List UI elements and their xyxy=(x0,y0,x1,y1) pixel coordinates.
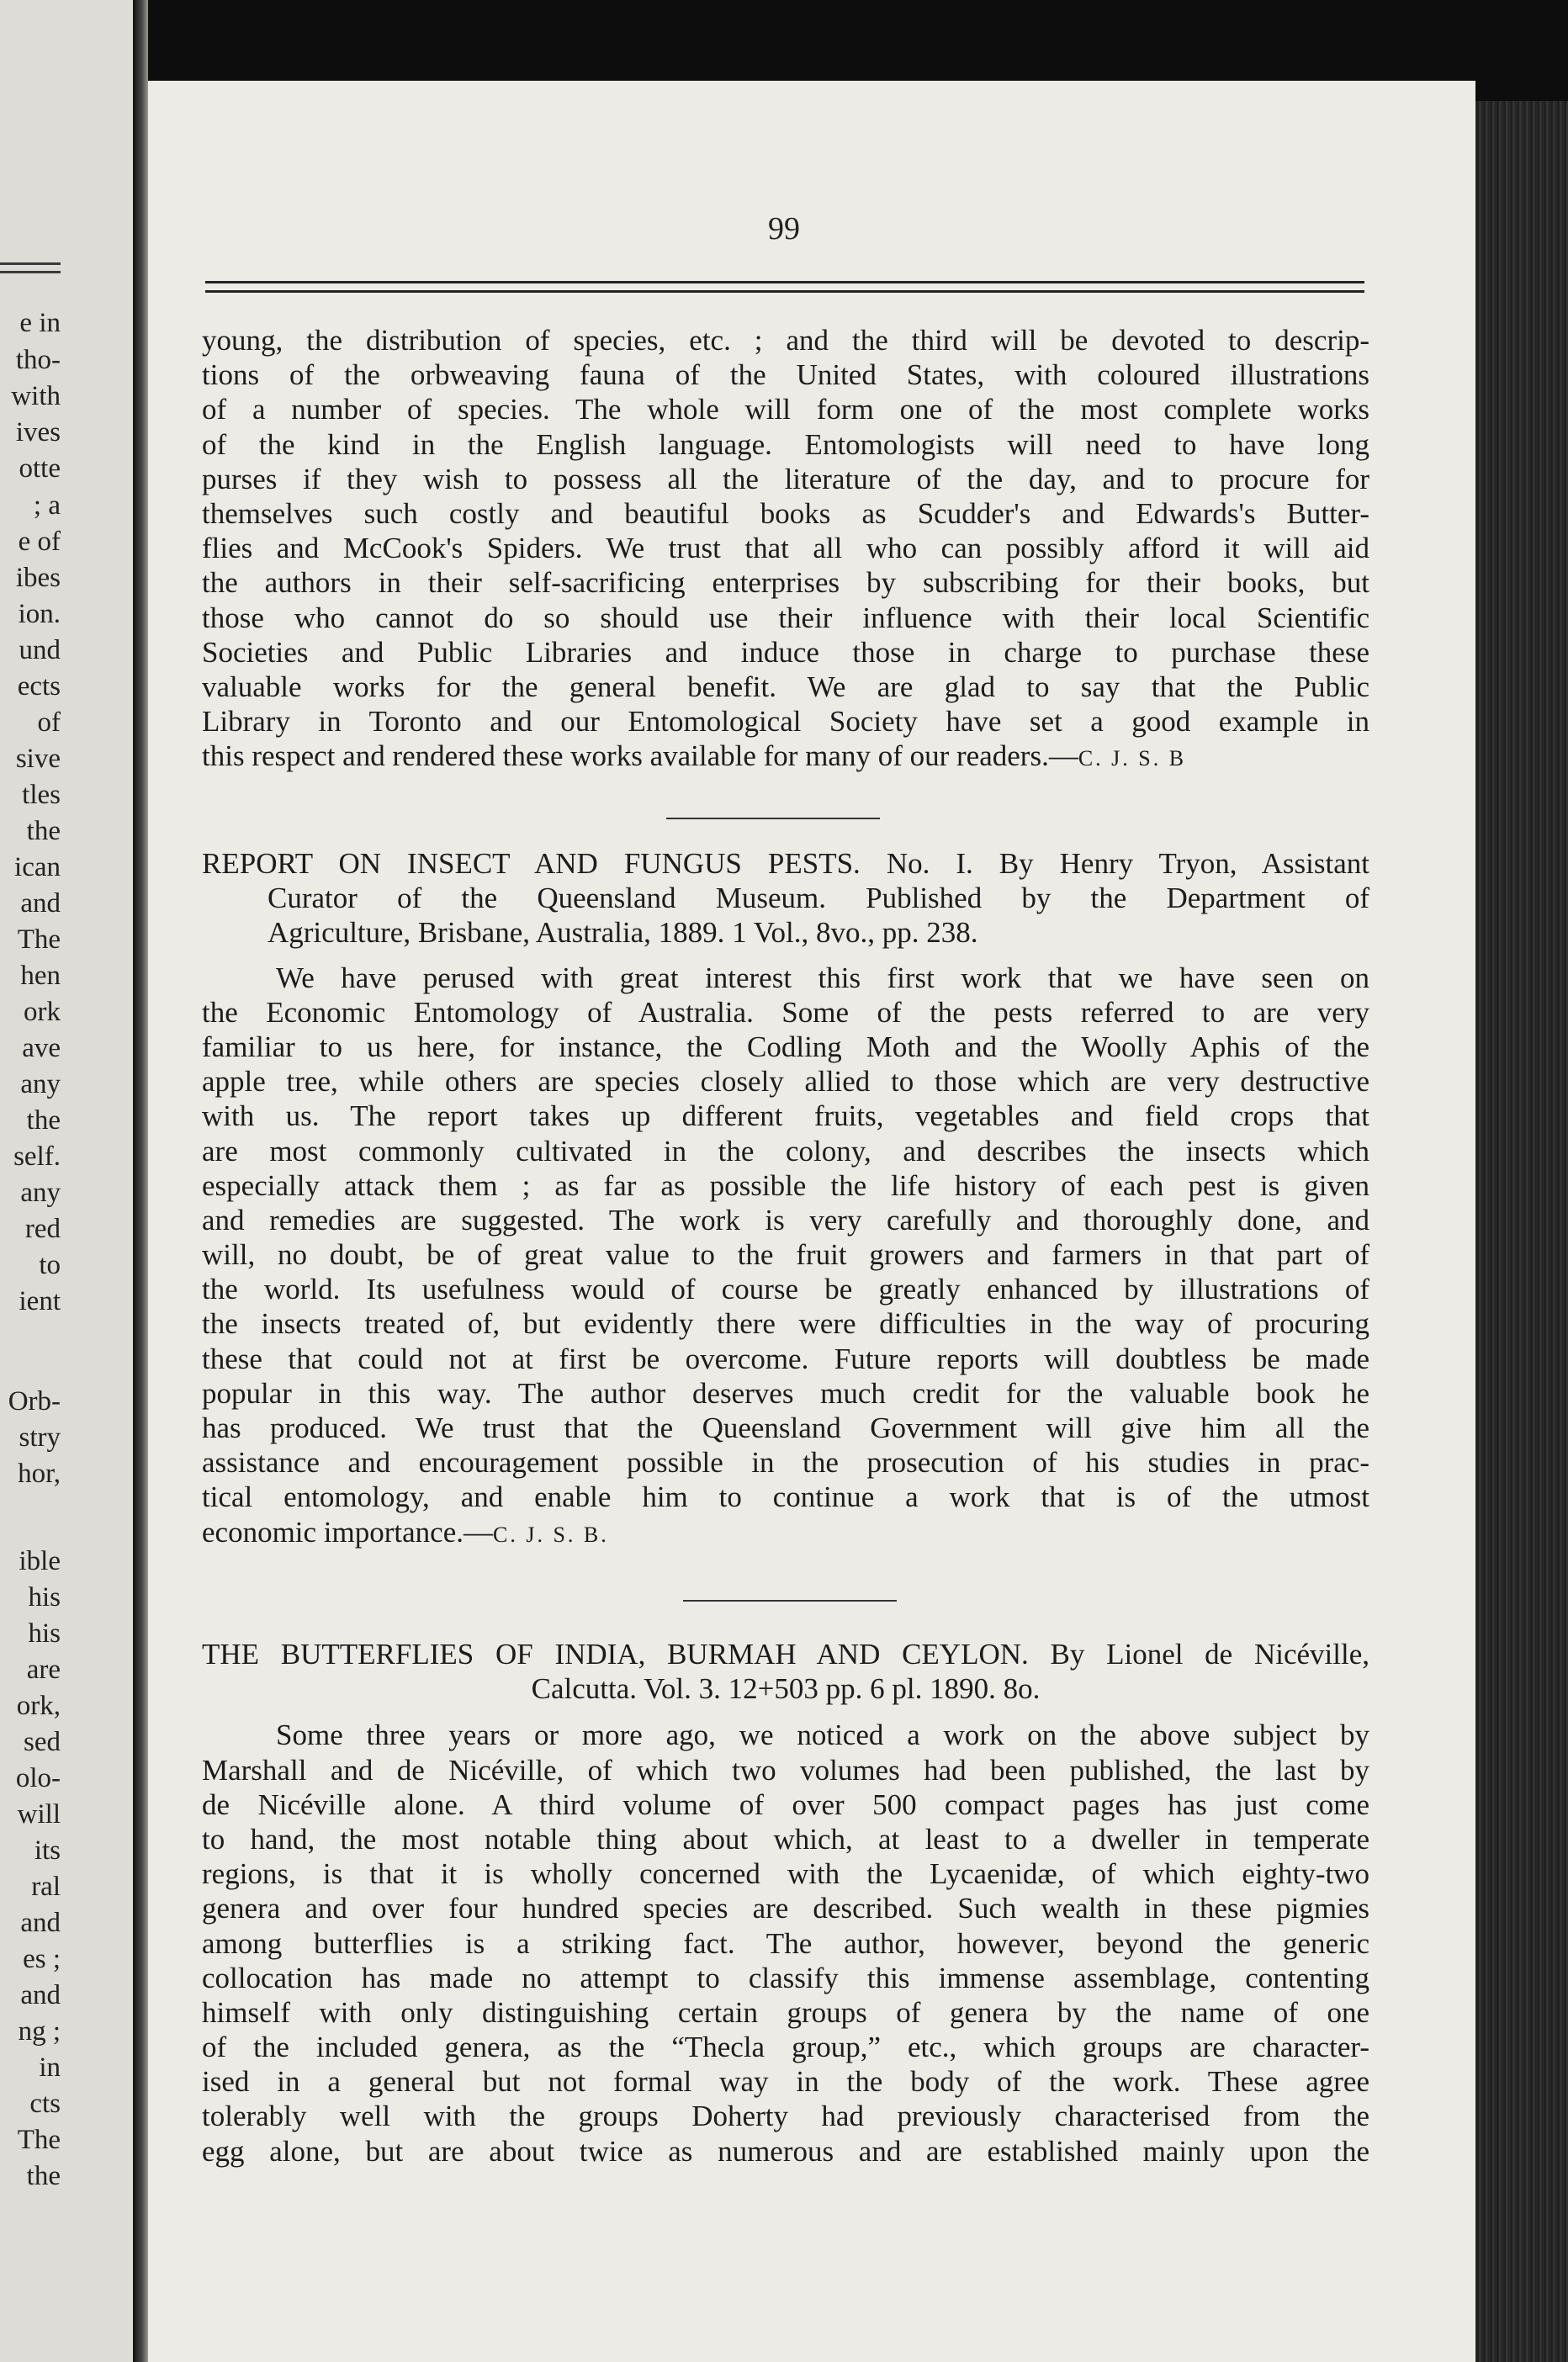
paragraph-line: young, the distribution of species, etc. ; and the third will be devoted to descrip- xyxy=(202,324,1369,357)
paragraph-line: these that could not at first be overcome. Future reports will doubtless be made xyxy=(202,1342,1369,1375)
header-rule xyxy=(205,281,1364,283)
paragraph-line: Societies and Public Libraries and induce those in charge to purchase these xyxy=(202,635,1369,669)
left-page-word: ng ; xyxy=(18,2016,61,2047)
paragraph-line: popular in this way. The author deserves much credit for the valuable book he xyxy=(202,1376,1369,1410)
left-page-word: ave xyxy=(22,1033,61,1063)
paragraph-line: this respect and rendered these works available for many of our readers.—C. J. S. B xyxy=(202,739,1187,773)
paragraph-line: purses if they wish to possess all the literature of the day, and to procure for xyxy=(202,462,1369,495)
review-heading xyxy=(202,1637,1369,1706)
left-page-word: hen xyxy=(20,961,61,991)
page-number: 99 xyxy=(768,211,800,246)
paragraph-line: the authors in their self-sacrificing enterprises by subscribing for their books, but xyxy=(202,566,1369,600)
paragraph-line: genera and over four hundred species are described. Such wealth in these pigmies xyxy=(202,1892,1369,1925)
paragraph-line: Some three years or more ago, we noticed a work on the above subject by xyxy=(276,1719,1369,1752)
paragraph-line: with us. The report takes up different fruits, vegetables and field crops that xyxy=(202,1099,1369,1133)
left-page-word: his xyxy=(28,1582,61,1613)
left-page-word: will xyxy=(17,1799,61,1830)
paragraph-line: tical entomology, and enable him to continue a work that is of the utmost xyxy=(202,1480,1369,1514)
left-page-rule xyxy=(0,262,61,265)
heading-line: Calcutta. Vol. 3. 12+503 pp. 6 pl. 1890. 8o. xyxy=(531,1672,1041,1706)
paragraph-line: to hand, the most notable thing about which, at least to a dweller in temperate xyxy=(202,1822,1369,1856)
paragraph-line: assistance and encouragement possible in the prosecution of his studies in prac- xyxy=(202,1446,1369,1480)
left-page-word: are xyxy=(26,1655,61,1685)
left-page-word: ican xyxy=(14,852,61,882)
signature: C. J. S. B. xyxy=(492,1522,609,1547)
paragraph-line: tolerably well with the groups Doherty had previously characterised from the xyxy=(202,2100,1369,2133)
left-page-word: any xyxy=(20,1069,61,1099)
paragraph-line: valuable works for the general benefit. We are glad to say that the Public xyxy=(202,670,1369,703)
left-page-word: tles xyxy=(22,780,61,810)
paragraph-line: the world. Its usefulness would of course be greatly enhanced by illustrations of xyxy=(202,1273,1369,1306)
left-page-word: ork xyxy=(24,997,61,1027)
paragraph-line: We have perused with great interest this first work that we have seen on xyxy=(276,961,1369,994)
left-page-word: ibes xyxy=(15,563,61,593)
heading-line: Agriculture, Brisbane, Australia, 1889. 1 Vol., 8vo., pp. 238. xyxy=(268,916,978,950)
heading-line: Curator of the Queensland Museum. Published by the Department of xyxy=(268,882,1369,915)
left-page-word: Orb- xyxy=(8,1386,61,1417)
paragraph-line: will, no doubt, be of great value to the fruit growers and farmers in that part of xyxy=(202,1238,1369,1272)
paragraph-line: economic importance.—C. J. S. B. xyxy=(202,1515,609,1549)
continued-paragraph xyxy=(202,323,1369,773)
heading-line: THE BUTTERFLIES OF INDIA, BURMAH AND CEYLON. By Lionel de Nicéville, xyxy=(202,1638,1369,1671)
left-page-word: ives xyxy=(15,417,61,448)
left-page-word: self. xyxy=(13,1141,61,1172)
left-page-word: his xyxy=(28,1618,61,1649)
paragraph-line: collocation has made no attempt to classify this immense assemblage, contenting xyxy=(202,1961,1369,1994)
left-page-word: e of xyxy=(18,527,61,557)
paragraph-line: of the kind in the English language. Entomologists will need to have long xyxy=(202,427,1369,461)
paragraph-line: the Economic Entomology of Australia. Some of the pests referred to are very xyxy=(202,995,1369,1029)
review-report-insect-pests xyxy=(202,846,1369,1549)
paragraph-line: Library in Toronto and our Entomological Society have set a good example in xyxy=(202,705,1369,739)
paragraph-line: de Nicéville alone. A third volume of over 500 compact pages has just come xyxy=(202,1787,1369,1821)
review-body xyxy=(202,1718,1369,2168)
left-page-word: to xyxy=(39,1250,61,1280)
signature: C. J. S. B xyxy=(1078,746,1187,771)
left-page-word: ient xyxy=(19,1286,61,1316)
paragraph-line: himself with only distinguishing certain groups of genera by the name of one xyxy=(202,1995,1369,2029)
left-page-word: the xyxy=(26,1105,61,1136)
paragraph-line: and remedies are suggested. The work is very carefully and thoroughly done, and xyxy=(202,1203,1369,1237)
left-page-word: and xyxy=(20,1980,61,2010)
left-page-word: the xyxy=(26,816,61,846)
left-page-word: tho- xyxy=(15,345,61,375)
paragraph-line: regions, is that it is wholly concerned with the Lycaenidæ, of which eighty-two xyxy=(202,1857,1369,1891)
left-page-word: of xyxy=(37,707,61,738)
paragraph-line: are most commonly cultivated in the colony, and describes the insects which xyxy=(202,1134,1369,1168)
section-divider xyxy=(683,1600,897,1602)
left-page-word: its xyxy=(34,1835,61,1866)
paragraph-line: familiar to us here, for instance, the Codling Moth and the Woolly Aphis of the xyxy=(202,1030,1369,1063)
left-page-word: The xyxy=(17,2125,61,2155)
left-page-word: ects xyxy=(17,671,61,702)
left-page-word: red xyxy=(24,1214,61,1244)
left-page-word: ral xyxy=(31,1872,61,1902)
paragraph-line: tions of the orbweaving fauna of the United States, with coloured illustrations xyxy=(202,358,1369,392)
paragraph-line: of the included genera, as the “Thecla group,” etc., which groups are character- xyxy=(202,2031,1369,2064)
left-page-word: sive xyxy=(15,744,61,774)
left-page-fragment xyxy=(0,0,133,2362)
paragraph-line: of a number of species. The whole will form one of the most complete works xyxy=(202,393,1369,426)
heading-line: REPORT ON INSECT AND FUNGUS PESTS. No. I. By Henry Tryon, Assistant xyxy=(202,847,1369,880)
left-page-word: ; a xyxy=(33,490,61,521)
header-rule xyxy=(205,290,1364,293)
left-page-rule xyxy=(0,271,61,273)
paragraph-line: flies and McCook's Spiders. We trust that all who can possibly afford it will aid xyxy=(202,532,1369,565)
left-page-word: e in xyxy=(19,308,61,338)
left-page-word: es ; xyxy=(23,1944,61,1974)
left-page-word: hor, xyxy=(18,1459,61,1489)
review-body xyxy=(202,961,1369,1515)
paragraph-line: Marshall and de Nicéville, of which two volumes had been published, the last by xyxy=(202,1753,1369,1787)
review-butterflies-india xyxy=(202,1637,1369,2169)
left-page-word: ork, xyxy=(16,1691,61,1721)
page-edges xyxy=(1475,101,1568,2362)
left-page-word: und xyxy=(19,635,61,665)
paragraph-line: apple tree, while others are species closely allied to those which are very destructive xyxy=(202,1065,1369,1099)
left-page-word: cts xyxy=(29,2089,61,2119)
paragraph-line: themselves such costly and beautiful books as Scudder's and Edwards's Butter- xyxy=(202,496,1369,530)
section-divider xyxy=(666,818,880,819)
left-page-word: ible xyxy=(19,1546,61,1576)
left-page-word: The xyxy=(17,924,61,955)
left-page-word: in xyxy=(39,2052,61,2083)
paragraph-line: especially attack them ; as far as possible the life history of each pest is given xyxy=(202,1168,1369,1202)
left-page-word: ion. xyxy=(18,599,61,629)
paragraph-line: the insects treated of, but evidently there were difficulties in the way of procuring xyxy=(202,1307,1369,1341)
left-page-word: the xyxy=(26,2161,61,2191)
left-page-word: otte xyxy=(19,453,61,484)
paragraph-line: among butterflies is a striking fact. The author, however, beyond the generic xyxy=(202,1926,1369,1960)
left-page-word: sed xyxy=(24,1727,61,1757)
paragraph-line: has produced. We trust that the Queensland Government will give him all the xyxy=(202,1411,1369,1444)
review-heading xyxy=(202,846,1369,951)
left-page-word: olo- xyxy=(15,1763,61,1793)
left-page-word: and xyxy=(20,1908,61,1938)
left-page-word: with xyxy=(11,381,61,411)
left-page-word: stry xyxy=(19,1422,61,1453)
paragraph-line: those who cannot do so should use their influence with their local Scientific xyxy=(202,601,1369,634)
left-page-word: and xyxy=(20,888,61,919)
paragraph-line: ised in a general but not formal way in the body of the work. These agree xyxy=(202,2065,1369,2099)
paragraph-line: egg alone, but are about twice as numerous and are established mainly upon the xyxy=(202,2134,1369,2168)
book-spine xyxy=(133,0,148,2362)
left-page-word: any xyxy=(20,1178,61,1208)
